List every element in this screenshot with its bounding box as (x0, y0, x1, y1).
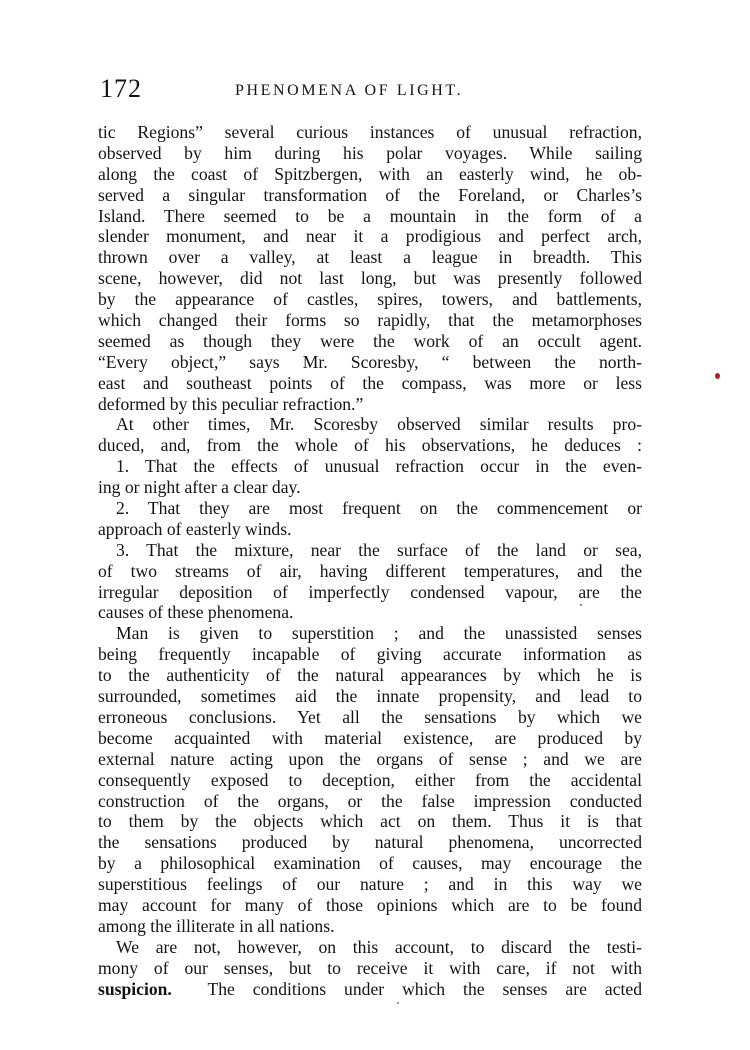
text-line: slender monument, and near it a prodigious and perfect arch, (98, 226, 642, 247)
text-line: served a singular transformation of the Foreland, or Charles’s (98, 184, 642, 205)
text-line: may account for many of those opinions which are to be found (98, 894, 642, 915)
text-line: tic Regions” several curious instances of unusual refraction, (98, 122, 642, 142)
text-line: among the illiterate in all nations. (98, 915, 335, 936)
text-line: irregular deposition of imperfectly condensed vapour, are the (98, 581, 642, 602)
text-line: the sensations produced by natural phenomena, uncorrected (98, 832, 642, 853)
text-line: scene, however, did not last long, but was presently followed (98, 268, 642, 289)
text-line-remainder: The conditions under which the senses are acted (207, 978, 642, 999)
text-line: Island. There seemed to be a mountain in the form of a (98, 205, 642, 226)
text-line: “Every object,” says Mr. Scoresby, “ between the north- (98, 351, 642, 372)
page-number: 172 (100, 74, 142, 103)
text-line: construction of the organs, or the false impression conducted (98, 790, 642, 811)
text-line: become acquainted with material existence, are produced by (98, 727, 642, 748)
text-line: approach of easterly winds. (98, 518, 292, 539)
text-line: Man is given to superstition ; and the unassisted senses (116, 623, 642, 644)
text-line: deformed by this peculiar refraction.” (98, 393, 364, 414)
text-line: which changed their forms so rapidly, that the metamorphoses (98, 310, 642, 331)
text-line: east and southeast points of the compass, was more or less (98, 372, 642, 393)
text-line: duced, and, from the whole of his observations, he deduces : (98, 435, 642, 456)
text-line: being frequently incapable of giving accurate information as (98, 644, 642, 665)
text-line: ing or night after a clear day. (98, 477, 301, 498)
text-line: external nature acting upon the organs of sense ; and we are (98, 748, 642, 769)
paper-blemish (397, 1002, 399, 1004)
text-line: thrown over a valley, at least a league in breadth. This (98, 247, 642, 268)
text-line: We are not, however, on this account, to discard the testi- (116, 936, 642, 957)
text-line: mony of our senses, but to receive it with care, if not with (98, 957, 642, 978)
running-head: PHENOMENA OF LIGHT. (235, 82, 464, 99)
ink-speck (715, 373, 720, 379)
text-line: to them by the objects which act on them. Thus it is that (98, 811, 642, 832)
text-line: erroneous conclusions. Yet all the sensations by which we (98, 706, 642, 727)
text-line: seemed as though they were the work of an occult agent. (98, 330, 642, 351)
text-line: 3. That the mixture, near the surface of the land or sea, (116, 539, 642, 560)
text-line: 2. That they are most frequent on the commencement or (116, 498, 642, 519)
bold-word: suspicion. (98, 978, 172, 999)
text-line: by a philosophical examination of causes, may encourage the (98, 853, 642, 874)
paper-blemish (580, 604, 582, 606)
body-text (98, 122, 642, 999)
text-line: of two streams of air, having different temperatures, and the (98, 560, 642, 581)
text-line: surrounded, sometimes aid the innate propensity, and lead to (98, 686, 642, 707)
text-line: along the coast of Spitzbergen, with an easterly wind, he ob- (98, 163, 642, 184)
text-line-last (98, 979, 642, 1000)
text-line: consequently exposed to deception, either from the accidental (98, 769, 642, 790)
text-line: to the authenticity of the natural appearances by which he is (98, 665, 642, 686)
text-line: by the appearance of castles, spires, towers, and battlements, (98, 289, 642, 310)
text-line: observed by him during his polar voyages. While sailing (98, 142, 642, 163)
page-header (100, 74, 648, 110)
text-line: superstitious feelings of our nature ; and in this way we (98, 874, 642, 895)
text-line: causes of these phenomena. (98, 602, 294, 623)
text-line: 1. That the effects of unusual refraction occur in the even- (116, 456, 642, 477)
text-line: At other times, Mr. Scoresby observed similar results pro- (116, 414, 642, 435)
